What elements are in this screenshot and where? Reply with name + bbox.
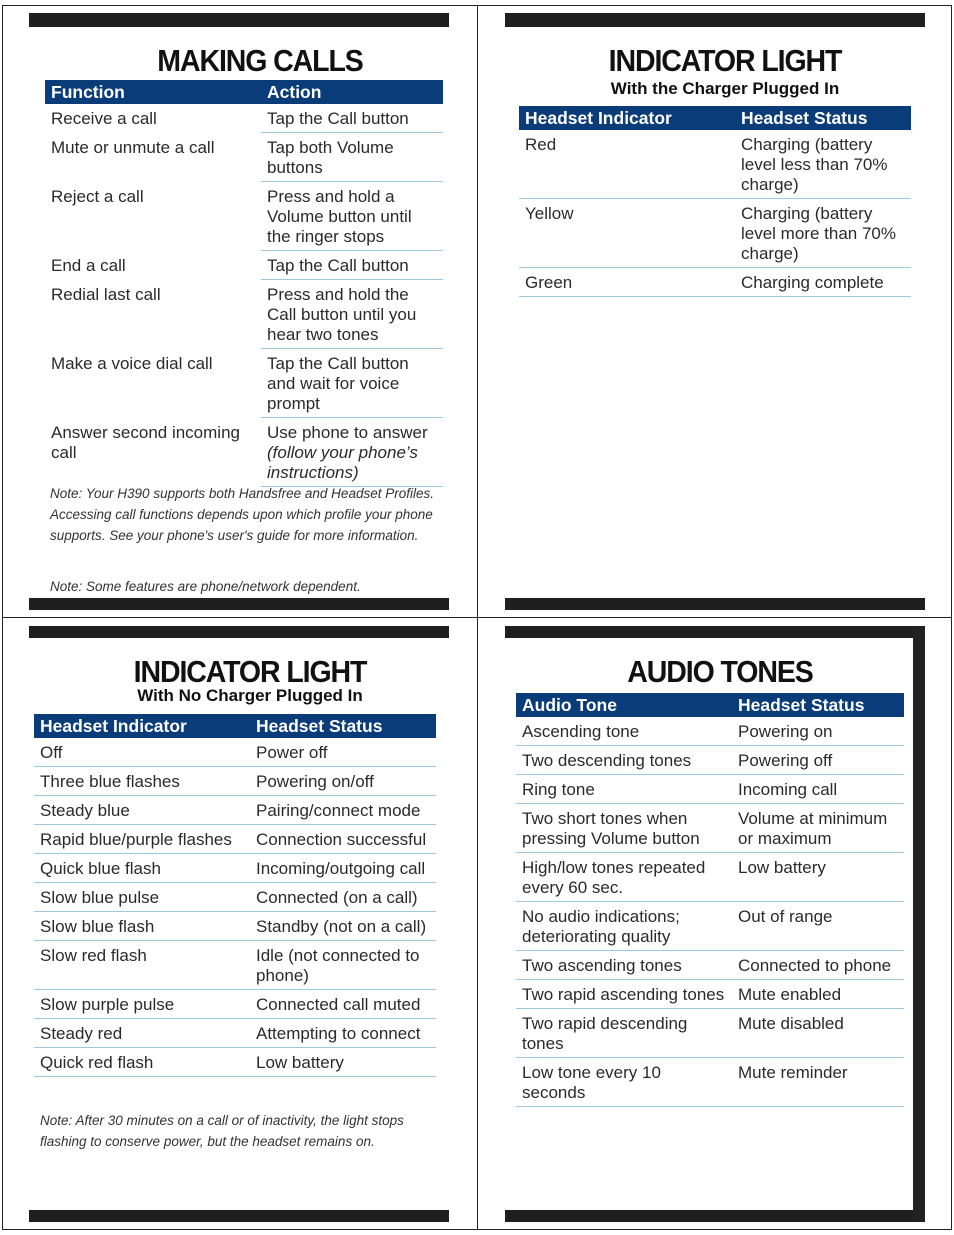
function-cell: Receive a call bbox=[51, 109, 157, 128]
tone-cell: Two rapid descending tones bbox=[516, 1009, 732, 1058]
function-cell: End a call bbox=[51, 256, 126, 275]
status-cell: Connection successful bbox=[250, 825, 436, 854]
status-cell: Low battery bbox=[732, 853, 904, 902]
panel-bar bbox=[29, 626, 449, 638]
audio-tones-table bbox=[516, 693, 904, 1107]
table-row bbox=[516, 1058, 904, 1107]
table-row bbox=[34, 825, 436, 854]
status-cell: Standby (not on a call) bbox=[250, 912, 436, 941]
action-cell bbox=[261, 418, 443, 487]
table-row bbox=[34, 1048, 436, 1077]
table-row bbox=[45, 280, 443, 349]
function-cell: Answer second incoming call bbox=[51, 423, 240, 462]
table-row bbox=[45, 182, 443, 251]
indicator-cell: Slow blue pulse bbox=[34, 883, 250, 912]
table-row bbox=[516, 746, 904, 775]
status-cell: Powering on/off bbox=[250, 767, 436, 796]
table-row bbox=[45, 133, 443, 182]
status-cell: Charging (battery level less than 70% charge) bbox=[735, 130, 911, 199]
indicator-cell: Red bbox=[519, 130, 735, 199]
tone-cell: Two short tones when pressing Volume button bbox=[516, 804, 732, 853]
function-cell: Redial last call bbox=[51, 285, 161, 304]
function-cell: Mute or unmute a call bbox=[51, 138, 215, 157]
status-cell: Charging (battery level more than 70% charge) bbox=[735, 199, 911, 268]
status-cell: Powering off bbox=[732, 746, 904, 775]
tone-cell: Ascending tone bbox=[516, 717, 732, 746]
indicator-cell: Yellow bbox=[519, 199, 735, 268]
column-header-indicator: Headset Indicator bbox=[34, 714, 250, 738]
tone-cell: No audio indications; deteriorating quality bbox=[516, 902, 732, 951]
table-row bbox=[34, 854, 436, 883]
indicator-cell: Steady blue bbox=[34, 796, 250, 825]
table-row bbox=[516, 717, 904, 746]
function-cell: Make a voice dial call bbox=[51, 354, 213, 373]
table-header-row bbox=[519, 106, 911, 130]
table-row bbox=[34, 738, 436, 767]
indicator-no-charger-title: INDICATOR LIGHT bbox=[133, 654, 367, 689]
indicator-cell: Slow red flash bbox=[34, 941, 250, 990]
table-row bbox=[519, 130, 911, 199]
indicator-no-charger-table bbox=[34, 714, 436, 1077]
table-row bbox=[34, 990, 436, 1019]
page-border-bottom bbox=[2, 1229, 952, 1230]
making-calls-note: Note: Your H390 supports both Handsfree and Headset Profiles. Accessing call functions depends upon which profile your phone supports. See your phone's user's guide for more information. bbox=[50, 486, 434, 543]
action-cell: Tap both Volume buttons bbox=[261, 133, 443, 182]
action-cell: Tap the Call button bbox=[261, 104, 443, 133]
making-calls-note-2: Note: Some features are phone/network dependent. bbox=[50, 579, 361, 594]
indicator-cell: Green bbox=[519, 268, 735, 297]
status-cell: Powering on bbox=[732, 717, 904, 746]
making-calls-title: MAKING CALLS bbox=[157, 43, 363, 78]
indicator-no-charger-note: Note: After 30 minutes on a call or of inactivity, the light stops flashing to conserve power, but the headset remains on. bbox=[40, 1113, 404, 1149]
column-header-function: Function bbox=[45, 80, 261, 104]
tone-cell: Two rapid ascending tones bbox=[516, 980, 732, 1009]
panel-bar bbox=[505, 1210, 925, 1222]
page-border-top bbox=[2, 5, 952, 6]
indicator-cell: Off bbox=[34, 738, 250, 767]
table-row bbox=[519, 199, 911, 268]
panel-bar bbox=[29, 598, 449, 610]
status-cell: Incoming call bbox=[732, 775, 904, 804]
action-cell: Press and hold the Call button until you hear two tones bbox=[261, 280, 443, 349]
table-row bbox=[516, 1009, 904, 1058]
indicator-cell: Slow blue flash bbox=[34, 912, 250, 941]
table-row bbox=[45, 418, 443, 487]
action-cell: Press and hold a Volume button until the ringer stops bbox=[261, 182, 443, 251]
status-cell: Attempting to connect bbox=[250, 1019, 436, 1048]
table-row bbox=[519, 268, 911, 297]
panel-bar bbox=[505, 626, 925, 638]
table-header-row bbox=[45, 80, 443, 104]
status-cell: Out of range bbox=[732, 902, 904, 951]
column-header-status: Headset Status bbox=[250, 714, 436, 738]
panel-bar bbox=[505, 598, 925, 610]
status-cell: Low battery bbox=[250, 1048, 436, 1077]
status-cell: Incoming/outgoing call bbox=[250, 854, 436, 883]
indicator-no-charger-subtitle: With No Charger Plugged In bbox=[137, 686, 363, 705]
panel-bar bbox=[29, 13, 449, 27]
status-cell: Mute enabled bbox=[732, 980, 904, 1009]
action-note: (follow your phone’s instructions) bbox=[267, 443, 418, 482]
status-cell: Connected (on a call) bbox=[250, 883, 436, 912]
panel-bar bbox=[29, 1210, 449, 1222]
tone-cell: Ring tone bbox=[516, 775, 732, 804]
indicator-charger-title: INDICATOR LIGHT bbox=[608, 43, 842, 78]
status-cell: Pairing/connect mode bbox=[250, 796, 436, 825]
table-header-row bbox=[516, 693, 904, 717]
table-row bbox=[45, 104, 443, 133]
column-header-status: Headset Status bbox=[735, 106, 911, 130]
table-row bbox=[34, 941, 436, 990]
status-cell: Idle (not connected to phone) bbox=[250, 941, 436, 990]
indicator-cell: Quick blue flash bbox=[34, 854, 250, 883]
table-row bbox=[34, 796, 436, 825]
table-row bbox=[516, 902, 904, 951]
indicator-cell: Quick red flash bbox=[34, 1048, 250, 1077]
status-cell: Mute reminder bbox=[732, 1058, 904, 1107]
column-header-indicator: Headset Indicator bbox=[519, 106, 735, 130]
column-header-action: Action bbox=[261, 80, 443, 104]
table-row bbox=[45, 349, 443, 418]
indicator-cell: Slow purple pulse bbox=[34, 990, 250, 1019]
status-cell: Power off bbox=[250, 738, 436, 767]
function-cell: Reject a call bbox=[51, 187, 144, 206]
table-row bbox=[45, 251, 443, 280]
table-row bbox=[34, 767, 436, 796]
table-header-row bbox=[34, 714, 436, 738]
column-header-audio-tone: Audio Tone bbox=[516, 693, 732, 717]
status-cell: Mute disabled bbox=[732, 1009, 904, 1058]
panel-side-bar bbox=[913, 626, 925, 1222]
tone-cell: High/low tones repeated every 60 sec. bbox=[516, 853, 732, 902]
table-row bbox=[516, 853, 904, 902]
page-divider-horizontal bbox=[2, 617, 952, 618]
making-calls-table bbox=[45, 80, 443, 487]
table-row bbox=[516, 951, 904, 980]
tone-cell: Two ascending tones bbox=[516, 951, 732, 980]
table-row bbox=[516, 804, 904, 853]
audio-tones-title: AUDIO TONES bbox=[627, 654, 813, 689]
status-cell: Connected call muted bbox=[250, 990, 436, 1019]
indicator-charger-table bbox=[519, 106, 911, 297]
indicator-cell: Rapid blue/purple flashes bbox=[34, 825, 250, 854]
table-row bbox=[34, 883, 436, 912]
tone-cell: Two descending tones bbox=[516, 746, 732, 775]
table-row bbox=[34, 912, 436, 941]
table-row bbox=[516, 980, 904, 1009]
status-cell: Volume at minimum or maximum bbox=[732, 804, 904, 853]
status-cell: Connected to phone bbox=[732, 951, 904, 980]
status-cell: Charging complete bbox=[735, 268, 911, 297]
action-text: Use phone to answer bbox=[267, 423, 428, 442]
indicator-cell: Steady red bbox=[34, 1019, 250, 1048]
tone-cell: Low tone every 10 seconds bbox=[516, 1058, 732, 1107]
action-cell: Tap the Call button and wait for voice prompt bbox=[261, 349, 443, 418]
indicator-charger-subtitle: With the Charger Plugged In bbox=[610, 79, 840, 98]
table-row bbox=[516, 775, 904, 804]
panel-bar bbox=[505, 13, 925, 27]
action-cell: Tap the Call button bbox=[261, 251, 443, 280]
indicator-cell: Three blue flashes bbox=[34, 767, 250, 796]
column-header-status: Headset Status bbox=[732, 693, 904, 717]
table-row bbox=[34, 1019, 436, 1048]
